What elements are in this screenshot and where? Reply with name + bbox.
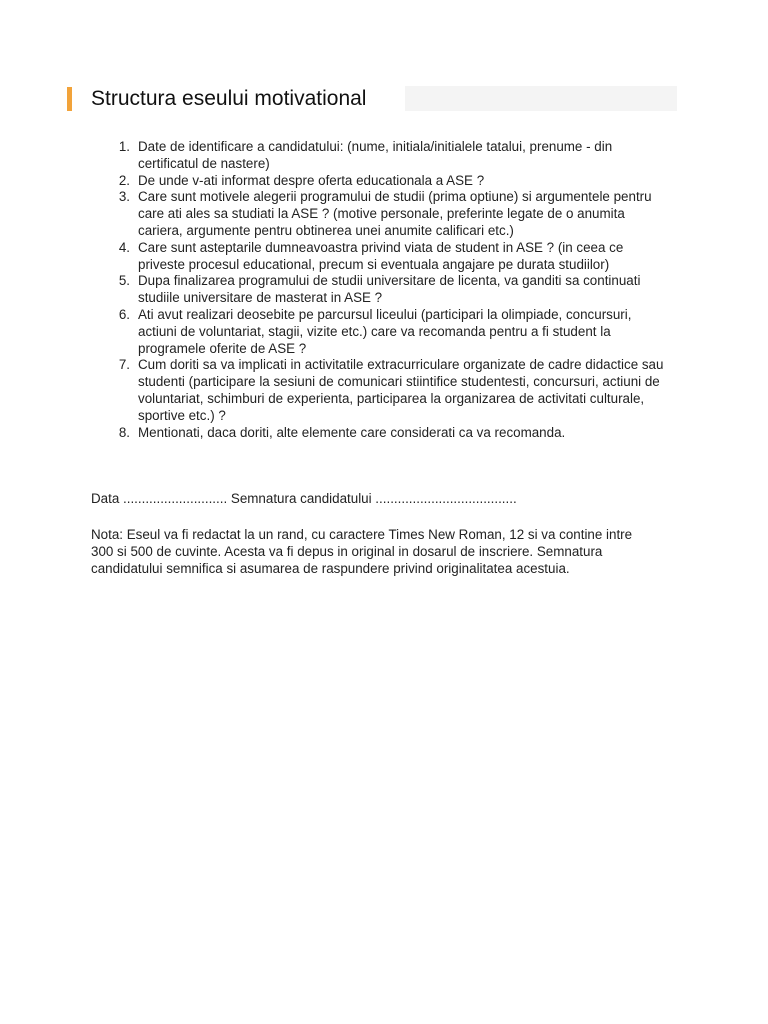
- list-item-text: Care sunt motivele alegerii programului de studii (prima optiune) si argumentele pentru care ati ales sa studiati la ASE ? (motive personale, preferinte legate de o anumita cariera, argumente pentru obtinerea unei anumite calificari etc.): [138, 189, 652, 238]
- list-item-text: Cum doriti sa va implicati in activitatile extracurriculare organizate de cadre didactice sau studenti (participare la sesiuni de comunicari stiintifice studentesti, concursuri, actiuni de voluntariat, schimburi de experienta, participarea la organizarea de activitati culturale, sportive etc.) ?: [138, 357, 664, 423]
- list-item-number: 7.: [118, 357, 130, 373]
- list-item-text: Ati avut realizari deosebite pe parcursul liceului (participari la olimpiade, concursuri, actiuni de voluntariat, stagii, vizite etc.) care va recomanda pentru a fi student la programele oferite de ASE ?: [138, 306, 632, 356]
- list-item: [112, 425, 672, 442]
- list-item: [112, 139, 672, 173]
- list-item: [112, 307, 672, 357]
- list-item-text: Mentionati, daca doriti, alte elemente care considerati ca va recomanda.: [138, 424, 566, 440]
- list-item-text: Dupa finalizarea programului de studii universitare de licenta, va ganditi sa continuati studiile universitare de masterat in ASE ?: [138, 273, 641, 306]
- list-item: [112, 189, 672, 239]
- page-title: Structura eseului motivational: [91, 87, 367, 110]
- list-item: [112, 273, 672, 307]
- heading-shaded-band: [405, 86, 677, 111]
- list-item-text: De unde v-ati informat despre oferta educationala a ASE ?: [138, 172, 485, 188]
- date-signature-line: Data ............................ Semnatura candidatului ......................................: [91, 491, 517, 506]
- note-paragraph: Nota: Eseul va fi redactat la un rand, cu caractere Times New Roman, 12 si va contine intre 300 si 500 de cuvinte. Acesta va fi depus in original in dosarul de inscriere. Semnatura candidatului semnifica si asumarea de raspundere privind originalitatea acestuia.: [91, 527, 633, 576]
- list-item-number: 8.: [118, 424, 130, 440]
- list-item-number: 2.: [118, 172, 130, 188]
- list-item-number: 1.: [118, 139, 130, 154]
- questions-list: [112, 139, 672, 441]
- heading-accent-bar: [67, 87, 72, 111]
- list-item-number: 6.: [118, 306, 130, 322]
- section-heading: [67, 86, 677, 111]
- list-item-number: 5.: [118, 273, 130, 289]
- list-item: [112, 173, 672, 190]
- list-item-text: Date de identificare a candidatului: (nume, initiala/initialele tatalui, prenume - din certificatul de nastere): [138, 139, 613, 171]
- list-item: [112, 357, 672, 424]
- list-item-number: 3.: [118, 189, 130, 205]
- list-item: [112, 240, 672, 274]
- list-item-text: Care sunt asteptarile dumneavoastra privind viata de student in ASE ? (in ceea ce priveste procesul educational, precum si eventuala angajare pe durata studiilor): [138, 239, 624, 272]
- list-item-number: 4.: [118, 239, 130, 255]
